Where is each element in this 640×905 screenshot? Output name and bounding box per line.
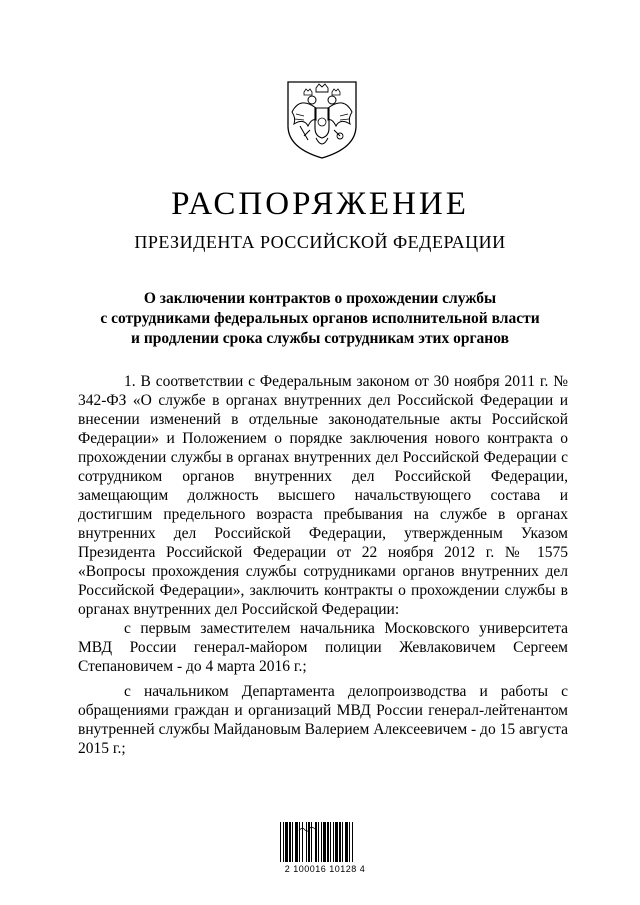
document-heading [40, 289, 600, 349]
state-emblem-icon [282, 78, 362, 160]
barcode-icon [278, 822, 358, 862]
paragraph-2: с первым заместителем начальника Московского университета МВД России генерал-майором полиции Жевлаковичем Сергеем Степановичем - до 4 марта 2016 г.; [78, 620, 568, 675]
heading-line: с сотрудниками федеральных органов исполнительной власти [100, 310, 540, 327]
document-subtitle: ПРЕЗИДЕНТА РОССИЙСКОЙ ФЕДЕРАЦИИ [134, 232, 506, 252]
barcode-number: 2 100016 10128 4 [284, 864, 366, 874]
heading-line: О заключении контрактов о прохождении службы [143, 290, 497, 307]
document-body [78, 372, 568, 758]
paragraph-1: 1. В соответствии с Федеральным законом от 30 ноября 2011 г. № 342-ФЗ «О службе в органах внутренних дел Российской Федерации и внесении изменений в отдельные законодательные акты Российской Федерации» и Положением о порядке заключения нового контракта о прохождении службы в органах внутренних дел Российской Федерации с сотрудником органов внутренних дел Российской Федерации, замещающим должность высшего начальствующего состава и достигшим предельного возраста пребывания на службе в органах внутренних дел Российской Федерации, утвержденным Указом Президента Российской Федерации от 22 ноября 2012 г. № 1575 «Вопросы прохождения службы сотрудниками органов внутренних дел Российской Федерации», заключить контракты о прохождении службы в органах внутренних дел Российской Федерации: [78, 373, 568, 618]
document-title: РАСПОРЯЖЕНИЕ [171, 186, 469, 222]
paragraph-3: с начальником Департамента делопроизводства и работы с обращениями граждан и организаций МВД России генерал-лейтенантом внутренней службы Майдановым Валерием Алексеевичем - до 15 августа 2015 г.; [78, 683, 568, 757]
heading-line: и продлении срока службы сотрудникам этих органов [131, 330, 509, 347]
